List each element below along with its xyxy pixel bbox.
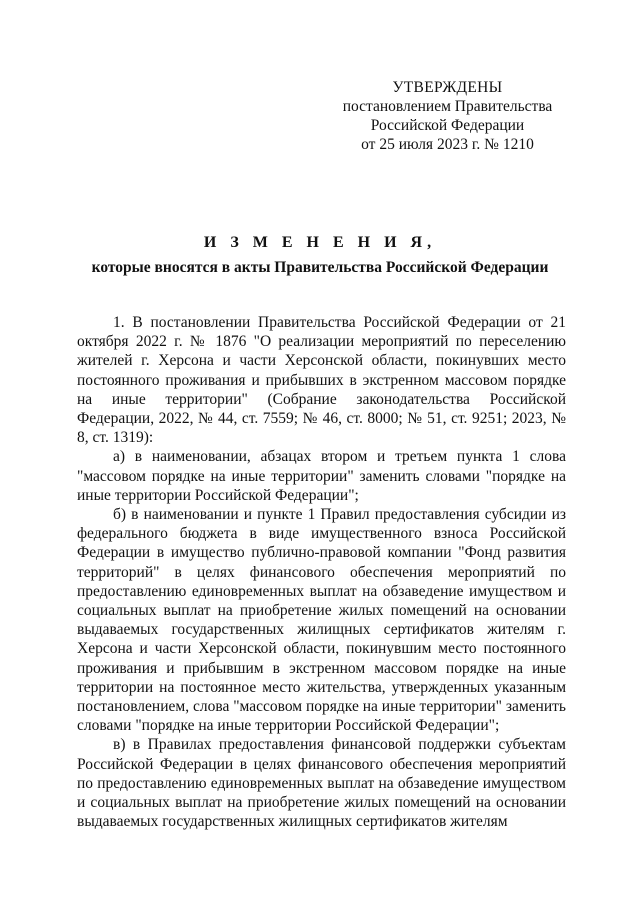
document-body <box>77 313 566 831</box>
approval-date-number: от 25 июля 2023 г. № 1210 <box>361 136 534 153</box>
paragraph-b: б) в наименовании и пункте 1 Правил предоставления субсидии из федерального бюджета в виде имущественного взноса Российской Федерации в имущество публично-правовой компании "Фонд развития территорий" в целях финансового обеспечения мероприятий по предоставлению единовременных выплат на обзаведение имуществом и социальных выплат на приобретение жилых помещений на основании выдаваемых государственных жилищных сертификатов жителям г. Херсона и части Херсонской области, покинувшим место постоянного проживания и прибывшим в экстренном массовом порядке на иные территории на постоянное место жительства, утвержденных указанным постановлением, слова "массовом порядке на иные территории" заменить словами "порядке на иные территории Российской Федерации"; <box>77 506 566 735</box>
paragraph-1: 1. В постановлении Правительства Российской Федерации от 21 октября 2022 г. № 1876 "О реализации мероприятий по переселению жителей г. Херсона и части Херсонской области, покинувших место постоянного проживания и прибывших в экстренном массовом порядке на иные территории" (Собрание законодательства Российской Федерации, 2022, № 44, ст. 7559; № 46, ст. 8000; № 51, ст. 9251; 2023, № 8, ст. 1319): <box>77 314 566 447</box>
approval-authority: Российской Федерации <box>370 117 525 134</box>
paragraph-a: а) в наименовании, абзацах втором и третьем пункта 1 слова "массовом порядке на иные территории" заменить словами "порядке на иные территории Российской Федерации"; <box>77 448 566 504</box>
approval-title: УТВЕРЖДЕНЫ <box>392 79 503 96</box>
document-subtitle: которые вносятся в акты Правительства Российской Федерации <box>91 259 549 276</box>
document-title: И З М Е Н Е Н И Я, <box>203 234 437 251</box>
approval-decree: постановлением Правительства <box>342 98 553 115</box>
approval-block <box>330 78 565 154</box>
paragraph-v: в) в Правилах предоставления финансовой поддержки субъектам Российской Федерации в целях финансового обеспечения мероприятий по предоставлению единовременных выплат на обзаведение имуществом и социальных выплат на приобретение жилых помещений на основании выдаваемых государственных жилищных сертификатов жителям <box>77 736 566 831</box>
